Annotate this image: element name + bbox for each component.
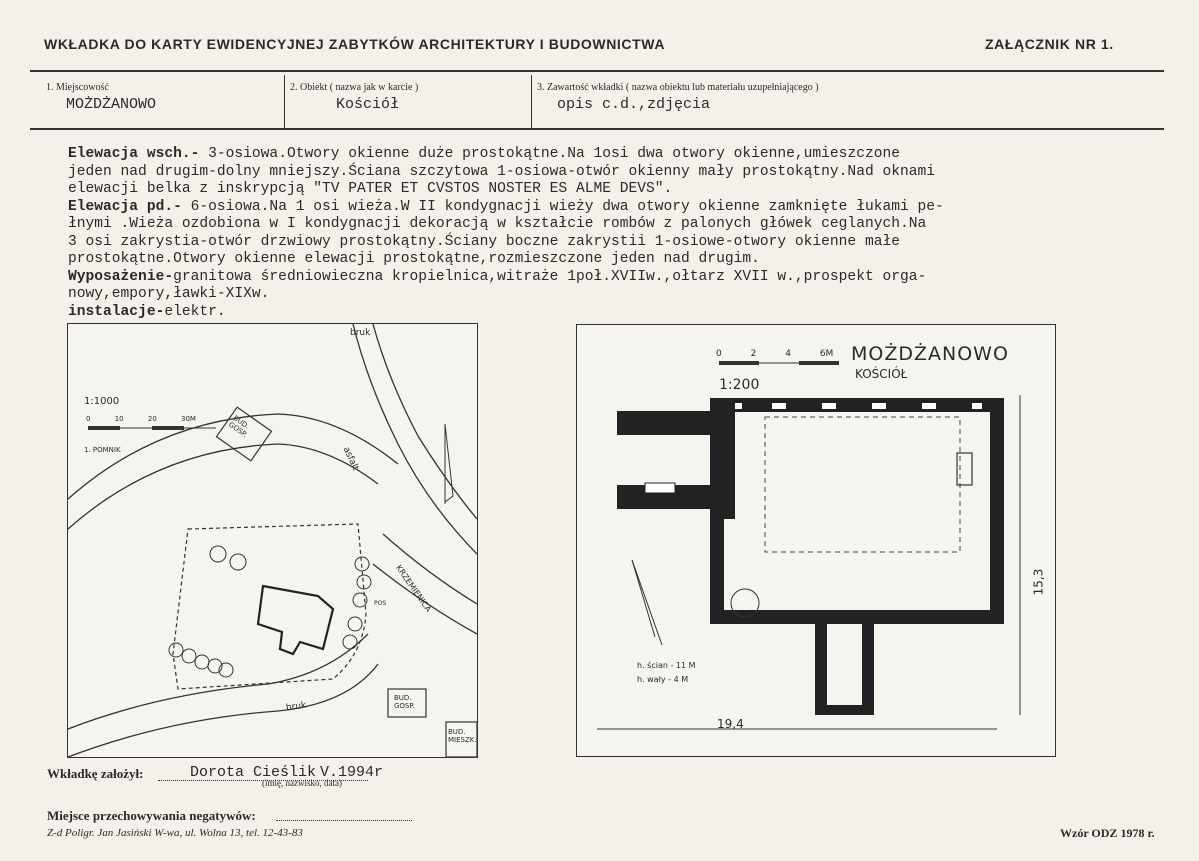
scale-tick: 2: [750, 349, 757, 359]
floor-plan: [576, 324, 1056, 757]
field-label-object: 2. Obiekt ( nazwa jak w karcie ): [290, 82, 419, 93]
text-line: elewacji belka z inskrypcją "TV PATER ET CVSTOS NOSTER ES ALME DEVS".: [68, 181, 673, 197]
text-line: łnymi .Wieża ozdobiona w I kondygnacji dekoracją w kształcie rombów z palonych główek ceglanych.Na: [68, 216, 927, 232]
building-label: BUD. MIESZK.: [448, 728, 477, 744]
heading-furnishings: Wyposażenie-: [68, 268, 174, 285]
road-label-top: bruk: [350, 328, 371, 338]
text-line: prostokątne.Otwory okienne elewacji prostokątne,rozmieszczone jeden nad drugim.: [68, 251, 760, 267]
scale-tick: 6M: [819, 349, 834, 359]
created-by-date: V.1994r: [320, 764, 384, 781]
scale-tick: 4: [785, 349, 791, 359]
text-line: jeden nad drugim-dolny mniejszy.Ściana szczytowa 1-osiowa-otwór okienny mały prostokątny.Nad oknami: [68, 163, 936, 180]
plan-title: MOŻDŻANOWO: [851, 343, 1009, 365]
building-label: BUD. GOSP.: [394, 694, 415, 710]
heading-east-elevation: Elewacja wsch.-: [68, 146, 200, 162]
fields-rule: [30, 128, 1164, 130]
site-legend: 1. POMNIK: [84, 446, 121, 454]
attachment-number: ZAŁĄCZNIK NR 1.: [985, 36, 1114, 52]
negatives-line: [276, 820, 412, 821]
field-divider: [531, 75, 532, 130]
text-line: elektr.: [164, 303, 226, 320]
text-line: granitowa średniowieczna kropielnica,witraże 1poł.XVIIw.,ołtarz XVII w.,prospekt orga-: [173, 268, 927, 285]
scale-tick: 0: [716, 349, 722, 359]
site-map: [67, 323, 478, 758]
text-line: 3 osi zakrystia-otwór drzwiowy prostokątny.Ściany boczne zakrystii 1-osiowe-otwory okienne małe: [68, 233, 900, 250]
floor-plan-drawing: [577, 325, 1055, 756]
text-line: nowy,empory,ławki-XIXw.: [68, 286, 270, 302]
created-by-label: Wkładkę założył:: [47, 766, 144, 781]
wall-height: h. ścian - 11 M: [637, 661, 696, 670]
field-value-locality: MOŻDŻANOWO: [66, 96, 157, 113]
scale-tick: 30M: [181, 415, 196, 423]
heading-south-elevation: Elewacja pd.-: [68, 198, 182, 215]
plan-scale-ticks: [716, 349, 833, 359]
site-scale: 1:1000: [84, 396, 120, 407]
text-line: 6-osiowa.Na 1 osi wieża.W II kondygnacji wieży dwa otwory okienne zamknięte łukami pe-: [181, 198, 944, 215]
negatives-label: Miejsce przechowywania negatywów:: [47, 808, 256, 823]
site-map-drawing: [68, 324, 477, 757]
created-by-name: Dorota Cieślik: [190, 764, 317, 781]
field-value-contents: opis c.d.,zdjęcia: [557, 96, 711, 113]
dimension-width: 19,4: [717, 717, 744, 731]
text-line: 3-osiowa.Otwory okienne duże prostokątne.Na 1osi dwa otwory okienne,umieszczone: [199, 146, 900, 162]
dimension-height: 15,3: [1031, 568, 1046, 596]
plan-subtitle: KOŚCIÓŁ: [855, 367, 908, 381]
field-value-object: Kościół: [336, 96, 400, 113]
description-text: [68, 146, 1148, 321]
building-label: BUD. GOSP.: [227, 413, 251, 439]
field-divider: [284, 75, 285, 130]
road-label-bottom: bruk: [285, 700, 307, 714]
site-scale-ticks: [86, 415, 196, 423]
printer-info: Z-d Poligr. Jan Jasiński W-wa, ul. Wolna 13, tel. 12-43-83: [47, 827, 303, 839]
scale-tick: 10: [114, 415, 124, 423]
field-label-locality: 1. Miejscowość: [46, 82, 109, 93]
heading-installations: instalacje-: [68, 303, 165, 320]
created-by-hint: (imię, nazwisko, data): [262, 778, 342, 788]
form-code: Wzór ODZ 1978 r.: [1060, 826, 1155, 840]
form-title: WKŁADKA DO KARTY EWIDENCYJNEJ ZABYTKÓW ARCHITEKTURY I BUDOWNICTWA: [44, 36, 666, 52]
monument-label: POS: [374, 600, 387, 607]
top-rule: [30, 70, 1164, 72]
field-label-contents: 3. Zawartość wkładki ( nazwa obiektu lub materiału uzupełniającego ): [537, 82, 819, 93]
plan-scale: 1:200: [719, 377, 760, 393]
roof-height: h. wały - 4 M: [637, 675, 689, 684]
scale-tick: 0: [86, 415, 91, 423]
road-label-asphalt: asfalt: [340, 445, 361, 473]
scale-tick: 20: [147, 415, 157, 423]
river-label: KRZEMIENICA: [394, 563, 434, 614]
